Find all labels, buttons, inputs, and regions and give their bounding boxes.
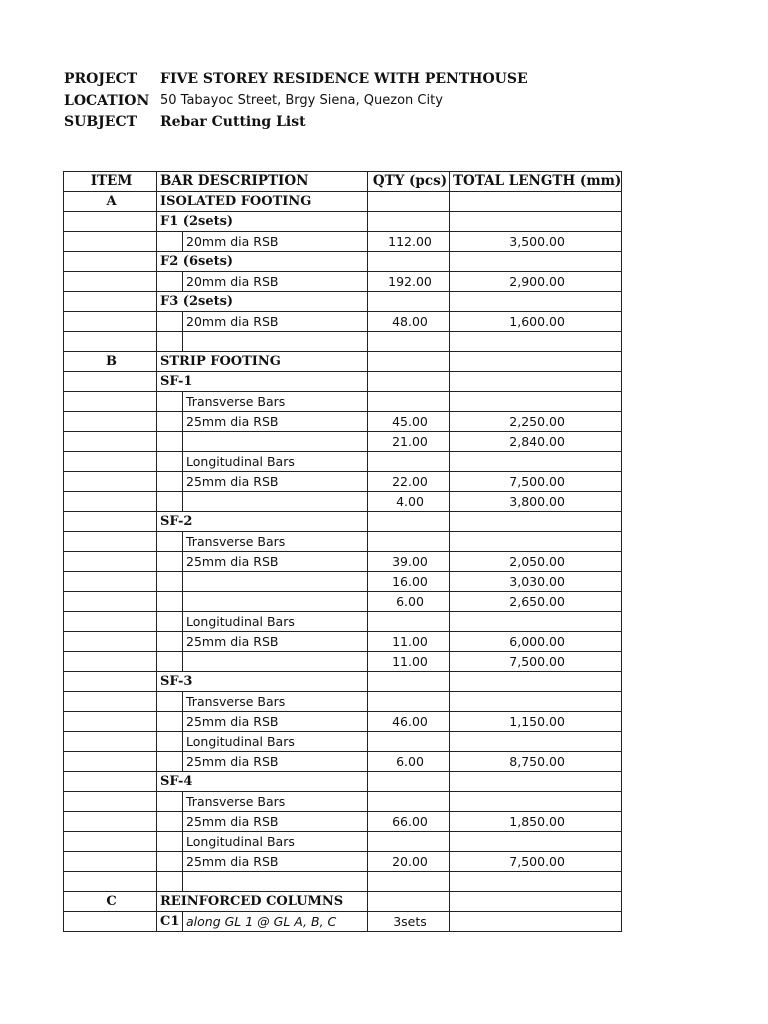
item-cell [64,392,157,412]
table-row [64,892,622,912]
qty-cell: 4.00 [368,492,450,512]
location-label: LOCATION [64,93,150,109]
bar-mark-cell [157,272,183,292]
item-cell [64,752,157,772]
qty-cell [368,832,450,852]
total-length-cell [450,212,622,232]
bar-mark-cell [157,612,183,632]
total-length-cell: 1,850.00 [450,812,622,832]
qty-cell: 6.00 [368,592,450,612]
total-length-cell [450,452,622,472]
item-cell [64,652,157,672]
qty-cell: 45.00 [368,412,450,432]
bar-description-cell: Transverse Bars [183,392,368,412]
total-length-cell: 2,650.00 [450,592,622,612]
item-cell [64,792,157,812]
qty-cell [368,732,450,752]
bar-mark-cell: SF-2 [157,512,368,532]
table-row [64,252,622,272]
table-row [64,212,622,232]
rebar-cutting-table [63,171,622,932]
table-row [64,852,622,872]
table-row [64,412,622,432]
total-length-cell: 3,800.00 [450,492,622,512]
bar-mark-cell [157,392,183,412]
bar-description-cell [183,652,368,672]
table-row [64,572,622,592]
total-length-cell: 7,500.00 [450,852,622,872]
qty-cell: 66.00 [368,812,450,832]
subject-label: SUBJECT [64,114,138,130]
bar-description-cell: Transverse Bars [183,532,368,552]
bar-mark-cell [157,852,183,872]
bar-description-cell: Transverse Bars [183,692,368,712]
bar-description-cell: Longitudinal Bars [183,832,368,852]
qty-cell: 16.00 [368,572,450,592]
qty-cell [368,292,450,312]
bar-mark-cell [157,872,183,892]
item-cell [64,492,157,512]
table-row [64,452,622,472]
table-row [64,372,622,392]
table-row [64,732,622,752]
table-row [64,292,622,312]
bar-mark-cell [157,412,183,432]
table-row [64,232,622,252]
total-length-cell: 2,250.00 [450,412,622,432]
bar-mark-cell: C1 [157,912,183,932]
bar-mark-cell [157,832,183,852]
table-row [64,812,622,832]
total-length-cell: 2,900.00 [450,272,622,292]
bar-mark-cell: F1 (2sets) [157,212,368,232]
bar-mark-cell [157,232,183,252]
project-value: FIVE STOREY RESIDENCE WITH PENTHOUSE [160,71,528,87]
bar-description-cell: 20mm dia RSB [183,272,368,292]
bar-description-cell: 20mm dia RSB [183,232,368,252]
item-cell [64,552,157,572]
total-length-cell [450,612,622,632]
column-header-bar-description: BAR DESCRIPTION [157,172,368,192]
column-header-total-length: TOTAL LENGTH (mm) [450,172,622,192]
item-cell [64,532,157,552]
item-cell [64,872,157,892]
table-row [64,752,622,772]
qty-cell [368,252,450,272]
qty-cell [368,892,450,912]
total-length-cell: 1,150.00 [450,712,622,732]
table-row [64,492,622,512]
bar-mark-cell [157,792,183,812]
table-row [64,272,622,292]
qty-cell: 48.00 [368,312,450,332]
bar-description-cell: 25mm dia RSB [183,812,368,832]
bar-description-cell: Longitudinal Bars [183,732,368,752]
total-length-cell [450,292,622,312]
bar-mark-cell [157,752,183,772]
item-cell [64,292,157,312]
qty-cell [368,392,450,412]
total-length-cell [450,692,622,712]
item-cell [64,732,157,752]
bar-description-cell: Transverse Bars [183,792,368,812]
project-label: PROJECT [64,71,138,87]
table-row [64,772,622,792]
qty-cell: 11.00 [368,632,450,652]
qty-cell: 46.00 [368,712,450,732]
table-header-row [64,172,622,192]
qty-cell [368,872,450,892]
item-cell [64,672,157,692]
qty-cell [368,692,450,712]
bar-description-cell: 25mm dia RSB [183,852,368,872]
qty-cell: 192.00 [368,272,450,292]
total-length-cell: 3,030.00 [450,572,622,592]
total-length-cell: 3,500.00 [450,232,622,252]
item-cell [64,692,157,712]
qty-cell [368,372,450,392]
item-cell [64,712,157,732]
item-cell [64,612,157,632]
qty-cell [368,452,450,472]
bar-description-cell: 25mm dia RSB [183,552,368,572]
bar-mark-cell [157,312,183,332]
total-length-cell [450,332,622,352]
item-cell [64,832,157,852]
total-length-cell [450,352,622,372]
total-length-cell [450,912,622,932]
total-length-cell [450,532,622,552]
item-cell [64,852,157,872]
total-length-cell [450,252,622,272]
item-cell [64,572,157,592]
bar-mark-cell [157,592,183,612]
bar-mark-cell [157,432,183,452]
item-cell [64,232,157,252]
total-length-cell [450,672,622,692]
item-cell [64,212,157,232]
qty-cell [368,672,450,692]
qty-cell [368,212,450,232]
table-row [64,312,622,332]
qty-cell [368,772,450,792]
item-cell [64,512,157,532]
bar-description-cell [183,332,368,352]
bar-description-cell: 25mm dia RSB [183,632,368,652]
total-length-cell: 2,050.00 [450,552,622,572]
item-cell: C [64,892,157,912]
bar-mark-cell [157,632,183,652]
total-length-cell [450,372,622,392]
table-row [64,332,622,352]
total-length-cell: 7,500.00 [450,472,622,492]
qty-cell: 21.00 [368,432,450,452]
bar-description-cell: along GL 1 @ GL A, B, C [183,912,368,932]
table-row [64,692,622,712]
table-row [64,532,622,552]
bar-mark-cell [157,532,183,552]
table-row [64,472,622,492]
bar-mark-cell: SF-1 [157,372,368,392]
item-cell [64,632,157,652]
table-row [64,832,622,852]
total-length-cell: 7,500.00 [450,652,622,672]
total-length-cell: 6,000.00 [450,632,622,652]
qty-cell [368,792,450,812]
qty-cell: 11.00 [368,652,450,672]
bar-description-cell [183,572,368,592]
table-row [64,612,622,632]
qty-cell [368,332,450,352]
bar-mark-cell: F2 (6sets) [157,252,368,272]
bar-mark-cell: F3 (2sets) [157,292,368,312]
bar-description-cell: Longitudinal Bars [183,452,368,472]
qty-cell [368,352,450,372]
item-cell [64,452,157,472]
bar-description-cell: 25mm dia RSB [183,472,368,492]
total-length-cell [450,872,622,892]
total-length-cell: 2,840.00 [450,432,622,452]
bar-mark-cell: SF-3 [157,672,368,692]
qty-cell [368,612,450,632]
bar-mark-cell [157,572,183,592]
bar-mark-cell: ISOLATED FOOTING [157,192,368,212]
item-cell [64,472,157,492]
table-row [64,792,622,812]
item-cell [64,272,157,292]
qty-cell [368,512,450,532]
bar-mark-cell [157,332,183,352]
bar-description-cell [183,432,368,452]
qty-cell: 112.00 [368,232,450,252]
total-length-cell [450,732,622,752]
bar-mark-cell: SF-4 [157,772,368,792]
table-row [64,652,622,672]
bar-mark-cell [157,452,183,472]
bar-description-cell: 25mm dia RSB [183,752,368,772]
item-cell: B [64,352,157,372]
qty-cell: 39.00 [368,552,450,572]
total-length-cell [450,772,622,792]
item-cell [64,372,157,392]
location-value: 50 Tabayoc Street, Brgy Siena, Quezon City [160,93,443,108]
bar-mark-cell [157,552,183,572]
item-cell: A [64,192,157,212]
bar-description-cell [183,492,368,512]
total-length-cell [450,892,622,912]
item-cell [64,332,157,352]
item-cell [64,312,157,332]
table-row [64,672,622,692]
bar-mark-cell [157,492,183,512]
qty-cell: 3sets [368,912,450,932]
table-row [64,192,622,212]
table-row [64,712,622,732]
bar-mark-cell [157,472,183,492]
table-row [64,432,622,452]
total-length-cell: 1,600.00 [450,312,622,332]
bar-mark-cell [157,732,183,752]
item-cell [64,812,157,832]
table-row [64,632,622,652]
table-row [64,352,622,372]
table-row [64,912,622,932]
bar-mark-cell: REINFORCED COLUMNS [157,892,368,912]
column-header-qty: QTY (pcs) [368,172,450,192]
qty-cell [368,532,450,552]
item-cell [64,412,157,432]
qty-cell: 6.00 [368,752,450,772]
total-length-cell: 8,750.00 [450,752,622,772]
bar-description-cell: Longitudinal Bars [183,612,368,632]
table-row [64,872,622,892]
bar-mark-cell [157,712,183,732]
qty-cell [368,192,450,212]
total-length-cell [450,392,622,412]
qty-cell: 20.00 [368,852,450,872]
qty-cell: 22.00 [368,472,450,492]
item-cell [64,592,157,612]
total-length-cell [450,832,622,852]
subject-value: Rebar Cutting List [160,114,306,130]
bar-description-cell: 25mm dia RSB [183,412,368,432]
table-row [64,552,622,572]
item-cell [64,912,157,932]
item-cell [64,772,157,792]
item-cell [64,432,157,452]
bar-mark-cell [157,652,183,672]
table-row [64,592,622,612]
total-length-cell [450,512,622,532]
bar-description-cell: 20mm dia RSB [183,312,368,332]
bar-description-cell: 25mm dia RSB [183,712,368,732]
table-row [64,392,622,412]
bar-description-cell [183,592,368,612]
bar-mark-cell [157,812,183,832]
column-header-item: ITEM [64,172,157,192]
bar-mark-cell [157,692,183,712]
total-length-cell [450,792,622,812]
bar-mark-cell: STRIP FOOTING [157,352,368,372]
item-cell [64,252,157,272]
total-length-cell [450,192,622,212]
bar-description-cell [183,872,368,892]
table-row [64,512,622,532]
